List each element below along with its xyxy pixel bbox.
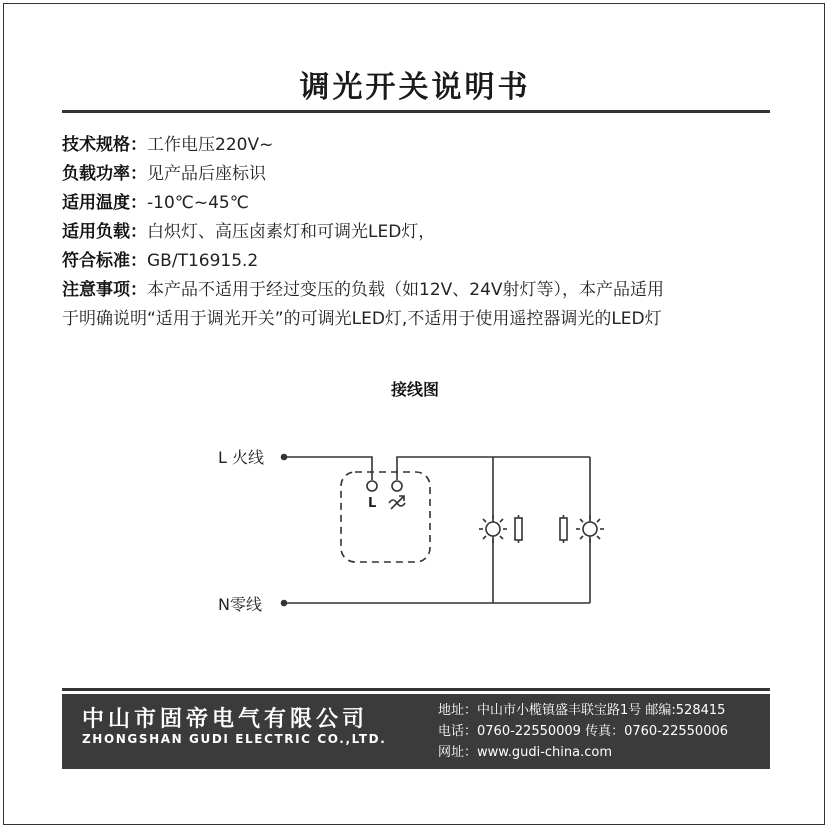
spec-label: 适用负载：	[62, 222, 147, 242]
company-phone-fax: 电话：0760-22550009 传真：0760-22550006	[438, 724, 729, 739]
neutral-wire-label: N零线	[218, 595, 262, 614]
company-name-en: ZHONGSHAN GUDI ELECTRIC CO.,LTD.	[82, 732, 387, 746]
led-tube-icon	[515, 515, 522, 543]
contact-info	[438, 700, 728, 763]
company-footer	[62, 694, 770, 769]
live-wire-label: L 火线	[218, 448, 265, 467]
terminal-l-icon	[367, 481, 377, 491]
wiring-diagram-title: 接线图	[390, 380, 439, 399]
footer-divider	[62, 688, 770, 691]
live-wire	[284, 457, 372, 480]
spec-value: 本产品不适用于经过变压的负载（如12V、24V射灯等），本产品适用	[147, 280, 665, 300]
spec-label: 负载功率：	[62, 164, 147, 184]
spec-notice-continuation: 于明确说明“适用于调光开关”的可调光LED灯,不适用于使用遥控器调光的LED灯	[62, 309, 662, 329]
led-tube-icon	[560, 515, 567, 543]
spec-value: GB/T16915.2	[147, 251, 259, 271]
dimmer-symbol-icon	[389, 496, 405, 509]
spec-label: 符合标准：	[62, 251, 147, 271]
company-website: 网址：www.gudi-china.com	[438, 745, 612, 760]
terminal-l-label: L	[368, 496, 377, 511]
company-name-cn: 中山市固帝电气有限公司	[82, 707, 369, 732]
spec-label: 注意事项：	[62, 280, 147, 300]
spec-value: 工作电压220V~	[147, 135, 274, 155]
dimmer-switch-box	[341, 472, 430, 562]
spec-label: 适用温度：	[62, 193, 147, 213]
terminal-dimmer-icon	[392, 481, 402, 491]
spec-value: 白炽灯、高压卤素灯和可调光LED灯，	[147, 222, 436, 242]
document-title: 调光开关说明书	[299, 70, 531, 105]
company-address: 地址：中山市小榄镇盛丰联宝路1号 邮编:528415	[438, 703, 726, 718]
spec-value: -10℃~45℃	[147, 193, 249, 213]
spec-label: 技术规格：	[62, 135, 147, 155]
spec-value: 见产品后座标识	[147, 164, 266, 184]
